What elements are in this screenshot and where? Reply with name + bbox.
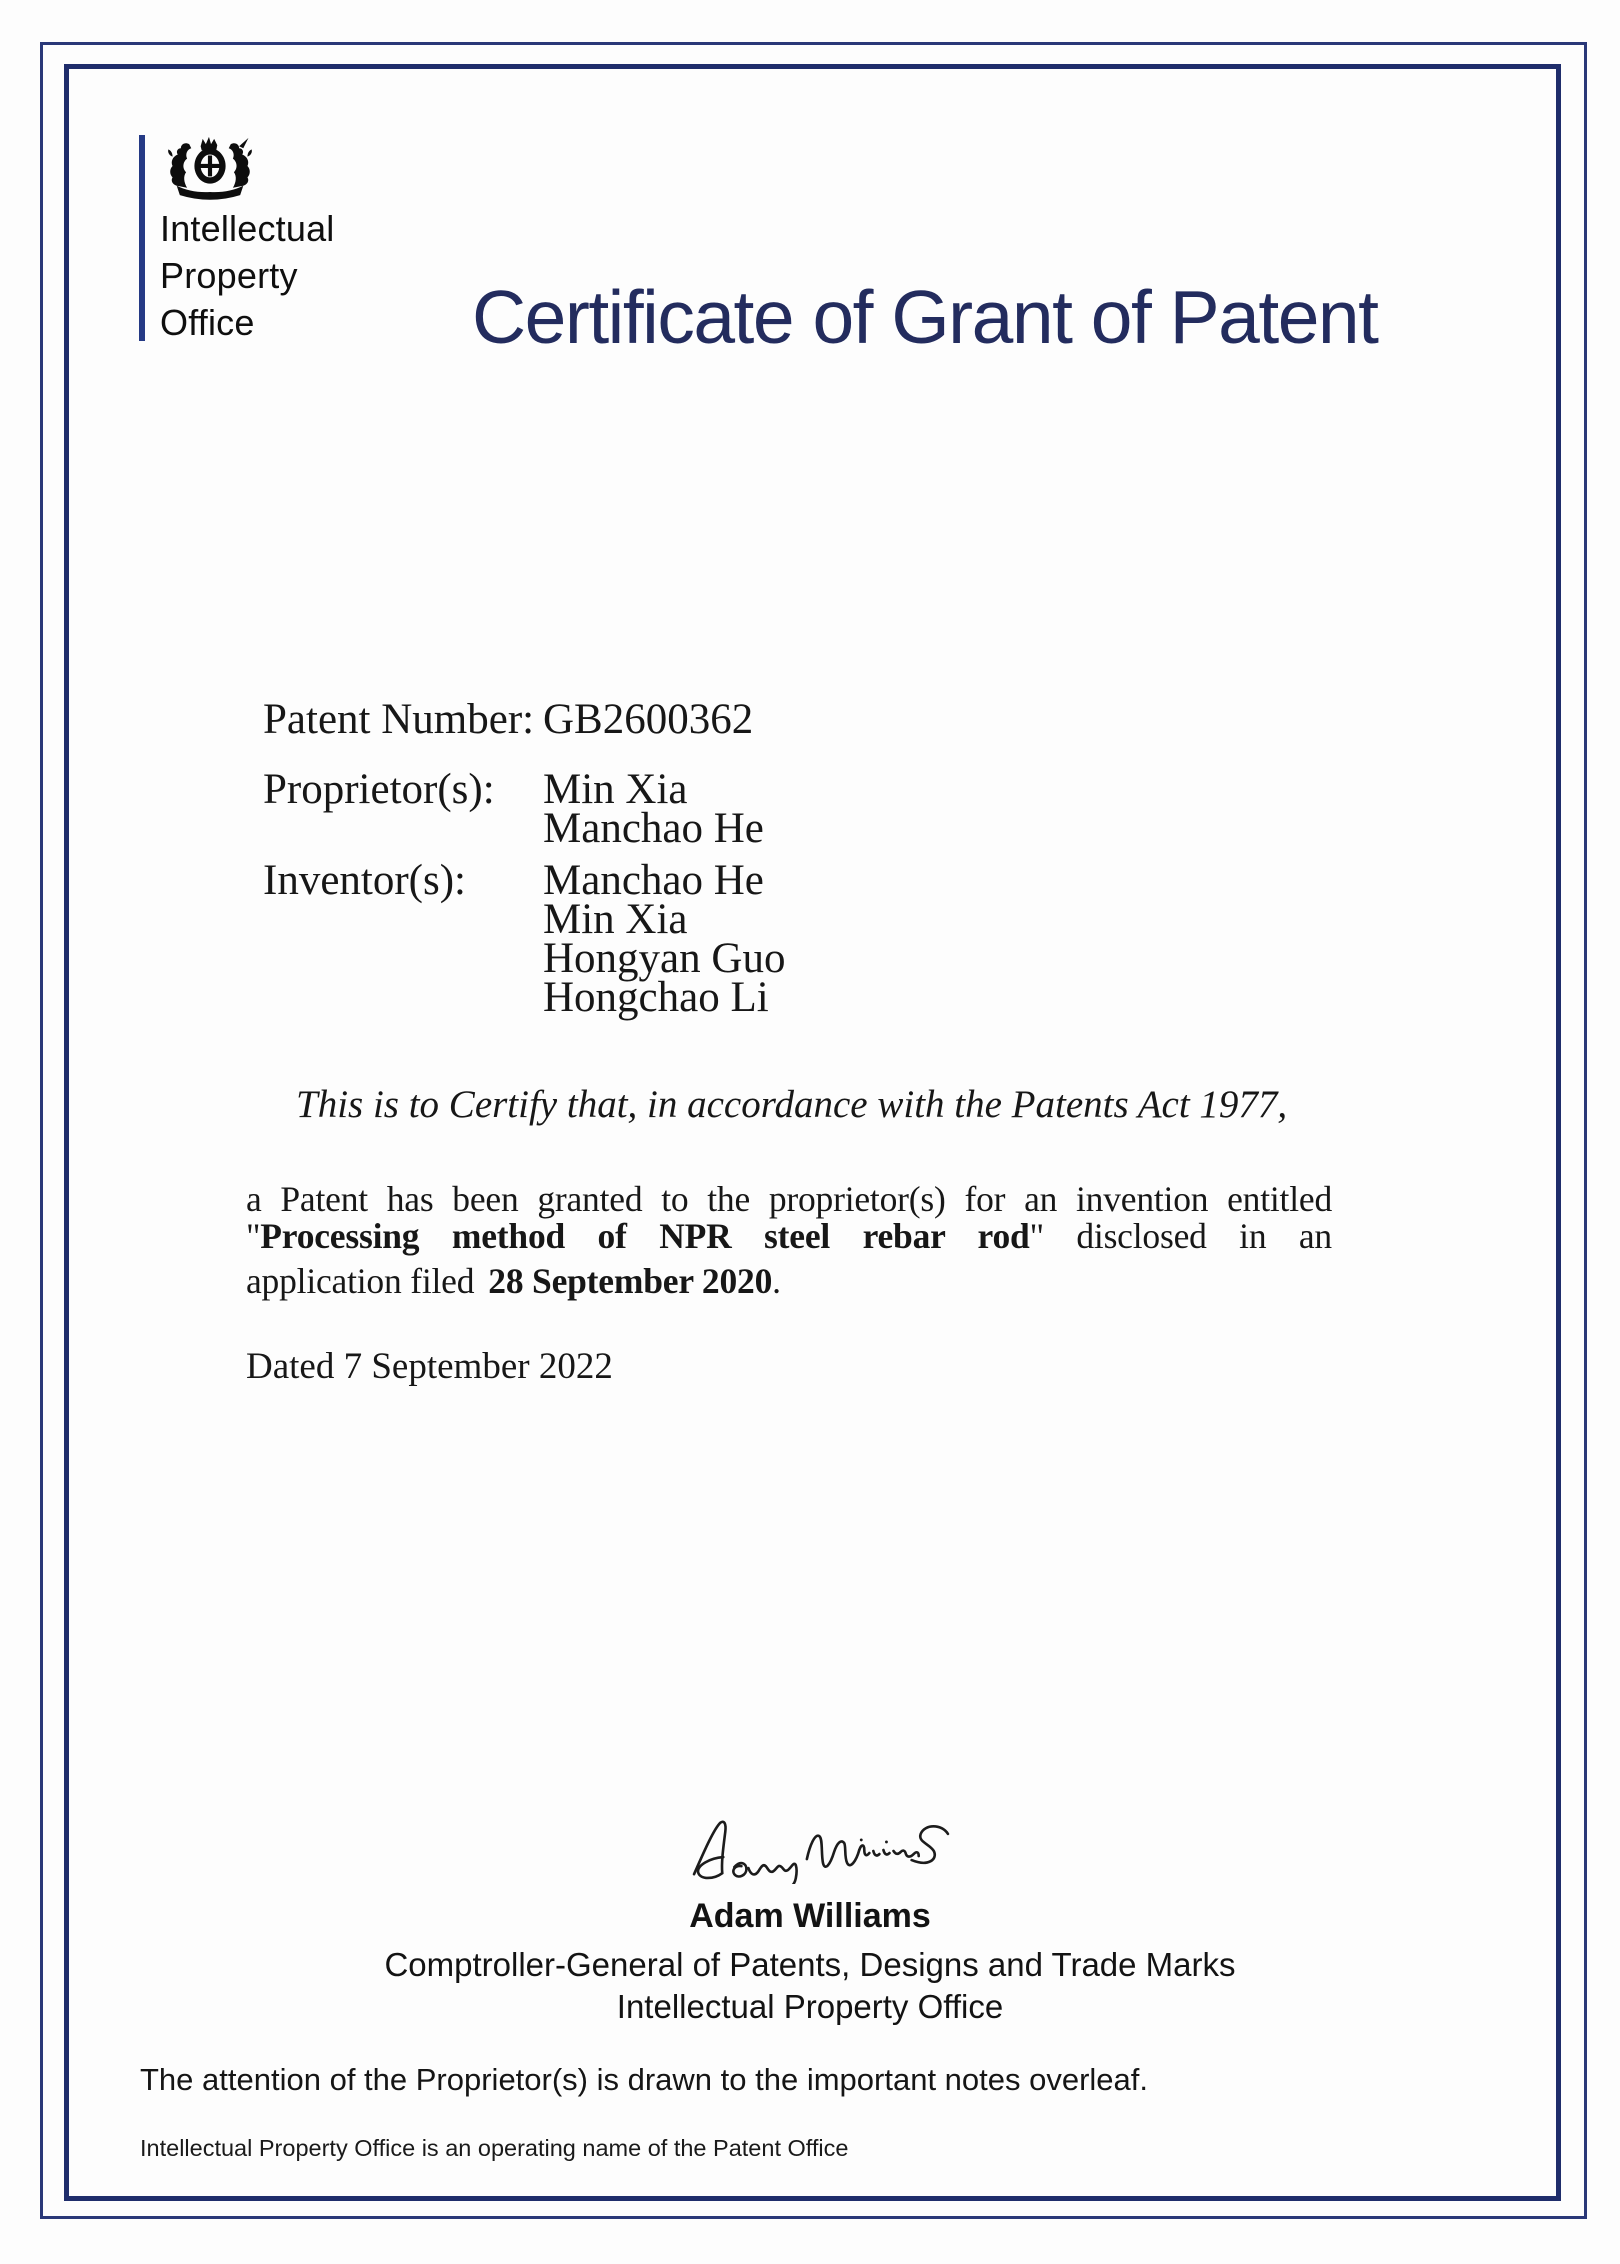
handwritten-signature-icon — [688, 1816, 960, 1884]
signatory-role: Comptroller-General of Patents, Designs and Trade Marks — [384, 1946, 1236, 1983]
patent-number-value: GB2600362 — [543, 696, 754, 743]
grant-line-2-rest: " disclosed in an — [1029, 1216, 1332, 1256]
inventor-value: Hongyan Guo — [543, 935, 786, 982]
proprietors-label: Proprietor(s): — [263, 766, 495, 813]
grant-date-line: Dated 7 September 2022 — [246, 1346, 613, 1387]
certify-statement: This is to Certify that, in accordance with the Patents Act 1977, — [296, 1083, 1288, 1126]
logo-word-office: Office — [160, 302, 255, 343]
certificate-title: Certificate of Grant of Patent — [472, 275, 1378, 359]
proprietor-value: Manchao He — [543, 805, 764, 852]
open-quote: " — [246, 1216, 261, 1256]
patent-number-label: Patent Number: — [263, 696, 535, 743]
inventor-value: Hongchao Li — [543, 974, 769, 1021]
inventors-label: Inventor(s): — [263, 857, 466, 904]
inventor-value: Min Xia — [543, 896, 688, 943]
logo-divider-bar — [139, 135, 145, 341]
grant-line-3 — [246, 1260, 1332, 1302]
filing-date: 28 September 2020 — [488, 1261, 773, 1301]
operating-name-note: Intellectual Property Office is an operating name of the Patent Office — [140, 2135, 849, 2161]
attention-note: The attention of the Proprietor(s) is drawn to the important notes overleaf. — [140, 2062, 1149, 2097]
logo-word-property: Property — [160, 255, 298, 296]
invention-title: Processing method of NPR steel rebar rod — [260, 1216, 1030, 1256]
signatory-name: Adam Williams — [689, 1897, 931, 1935]
proprietor-value: Min Xia — [543, 766, 688, 813]
royal-coat-of-arms-icon — [158, 132, 262, 202]
logo-wordmark — [160, 205, 335, 346]
grant-line-1: a Patent has been granted to the proprietor(s) for an invention entitled — [246, 1179, 1332, 1219]
grant-line-3-lead: application filed — [246, 1261, 475, 1301]
grant-line-3-period: . — [772, 1261, 781, 1301]
grant-line-2 — [246, 1215, 1332, 1257]
inventor-value: Manchao He — [543, 857, 764, 904]
signatory-organisation: Intellectual Property Office — [616, 1988, 1004, 2025]
logo-word-intellectual: Intellectual — [160, 208, 335, 249]
